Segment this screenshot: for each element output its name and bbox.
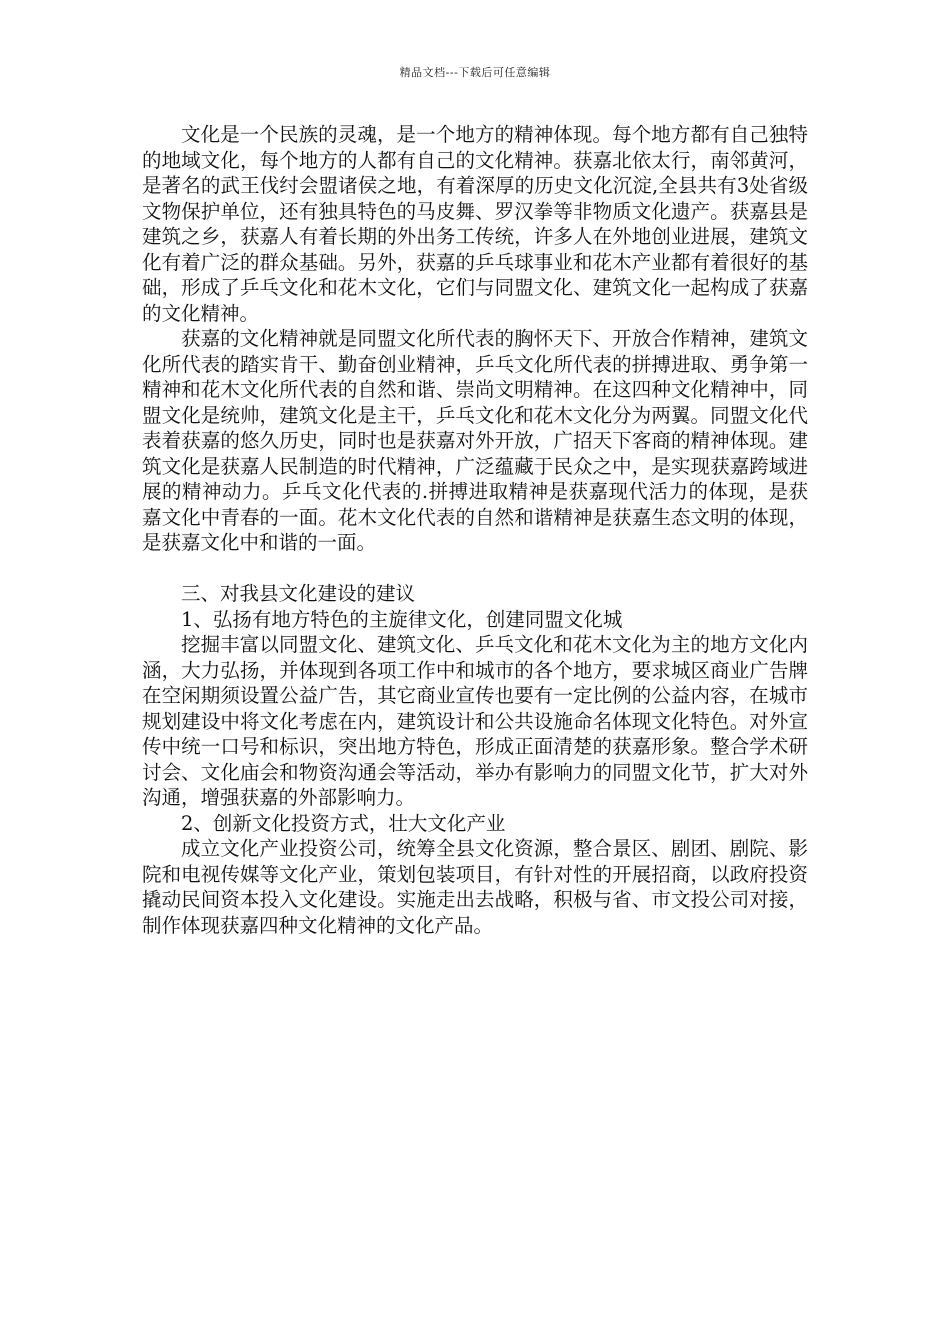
section-heading: 三、对我县文化建设的建议 [181, 582, 416, 605]
subsection-heading-1: 1、弘扬有地方特色的主旋律文化，创建同盟文化城 [181, 607, 623, 631]
paragraph-spacer [142, 556, 808, 582]
paragraph-culture-spirit: 获嘉的文化精神就是同盟文化所代表的胸怀天下、开放合作精神，建筑文化所代表的踏实肯干、勤奋创业精神，乒乓文化所代表的拼搏进取、勇争第一精神和花木文化所代表的自然和谐、崇尚文明精神。在这四种文化精神中，同盟文化是统帅，建筑文化是主干，乒乓文化和花木文化分为两翼。同盟文化代表着获嘉的悠久历史，同时也是获嘉对外开放，广招天下客商的精神体现。建筑文化是获嘉人民制造的时代精神，广泛蕴藏于民众之中，是实现获嘉跨域进展的精神动力。乒乓文化代表的.拼搏进取精神是获嘉现代活力的体现，是获嘉文化中青春的一面。花木文化代表的自然和谐精神是获嘉生态文明的体现，是获嘉文化中和谐的一面。 [142, 327, 808, 554]
paragraph-suggestion-2: 成立文化产业投资公司，统筹全县文化资源，整合景区、剧团、剧院、影院和电视传媒等文化产业，策划包装项目，有针对性的开展招商，以政府投资撬动民间资本投入文化建设。实施走出去战略，积极与省、市文投公司对接，制作体现获嘉四种文化精神的文化产品。 [142, 837, 808, 937]
paragraph-suggestion-1: 挖掘丰富以同盟文化、建筑文化、乒乓文化和花木文化为主的地方文化内涵，大力弘扬，并体现到各项工作中和城市的各个地方，要求城区商业广告牌在空闲期须设置公益广告，其它商业宣传也要有一定比例的公益内容，在城市规划建设中将文化考虑在内，建筑设计和公共设施命名体现文化特色。对外宣传中统一口号和标识，突出地方特色，形成正面清楚的获嘉形象。整合学术研讨会、文化庙会和物资沟通会等活动，举办有影响力的同盟文化节，扩大对外沟通，增强获嘉的外部影响力。 [142, 633, 808, 809]
subsection-heading-2: 2、创新文化投资方式，壮大文化产业 [181, 811, 506, 835]
document-body [142, 122, 808, 938]
paragraph-culture-intro: 文化是一个民族的灵魂，是一个地方的精神体现。每个地方都有自己独特的地域文化，每个地方的人都有自己的文化精神。获嘉北依太行，南邻黄河，是著名的武王伐纣会盟诸侯之地，有着深厚的历史文化沉淀,全县共有3处省级文物保护单位，还有独具特色的马皮舞、罗汉拳等非物质文化遗产。获嘉县是建筑之乡，获嘉人有着长期的外出务工传统，许多人在外地创业进展，建筑文化有着广泛的群众基础。另外，获嘉的乒乓球事业和花木产业都有着很好的基础，形成了乒乓文化和花木文化，它们与同盟文化、建筑文化一起构成了获嘉的文化精神。 [142, 123, 808, 325]
page-header: 精品文档---下载后可任意编辑 [399, 66, 551, 79]
